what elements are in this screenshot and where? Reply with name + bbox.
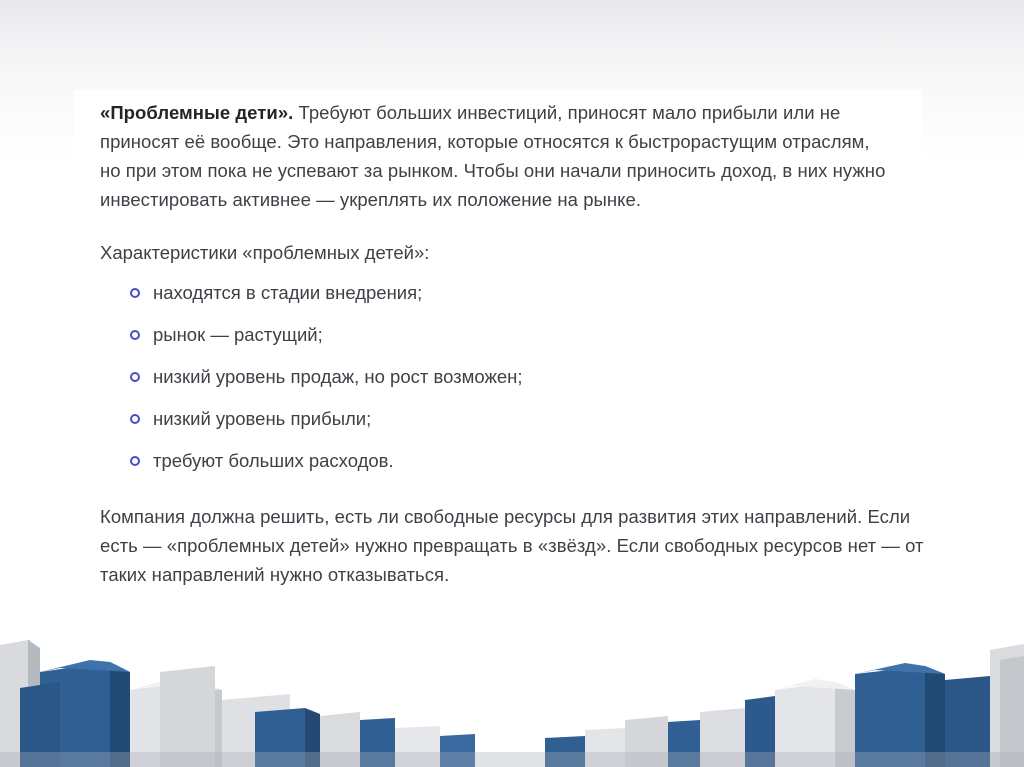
list-item: находятся в стадии внедрения; (130, 278, 522, 307)
conclusion-paragraph: Компания должна решить, есть ли свободные ресурсы для развития этих направлений. Если есть — «проблемных детей» нужно превращать в «звёзд». Если свободных ресурсов нет — от таких направлений нужно отказываться. (100, 506, 924, 585)
list-item: рынок — растущий; (130, 320, 522, 349)
list-item: низкий уровень продаж, но рост возможен; (130, 362, 522, 391)
term-problem-children: «Проблемные дети». (100, 102, 294, 123)
ground-shadow (0, 752, 1024, 767)
characteristics-heading: Характеристики «проблемных детей»: (100, 242, 430, 263)
list-item: низкий уровень прибыли; (130, 404, 522, 433)
building-group-right (545, 644, 1024, 767)
list-item: требуют больших расходов. (130, 446, 522, 475)
building-group-left (0, 640, 475, 767)
intro-text: Требуют больших инвестиций, приносят мало прибыли или не приносят её вообще. Это направления, которые относятся к быстрорастущим отраслям, но при этом пока не успевают за рынком. Чтобы они начали приносить доход, в них нужно инвестировать активнее — укреплять их положение на рынке. (100, 102, 886, 210)
